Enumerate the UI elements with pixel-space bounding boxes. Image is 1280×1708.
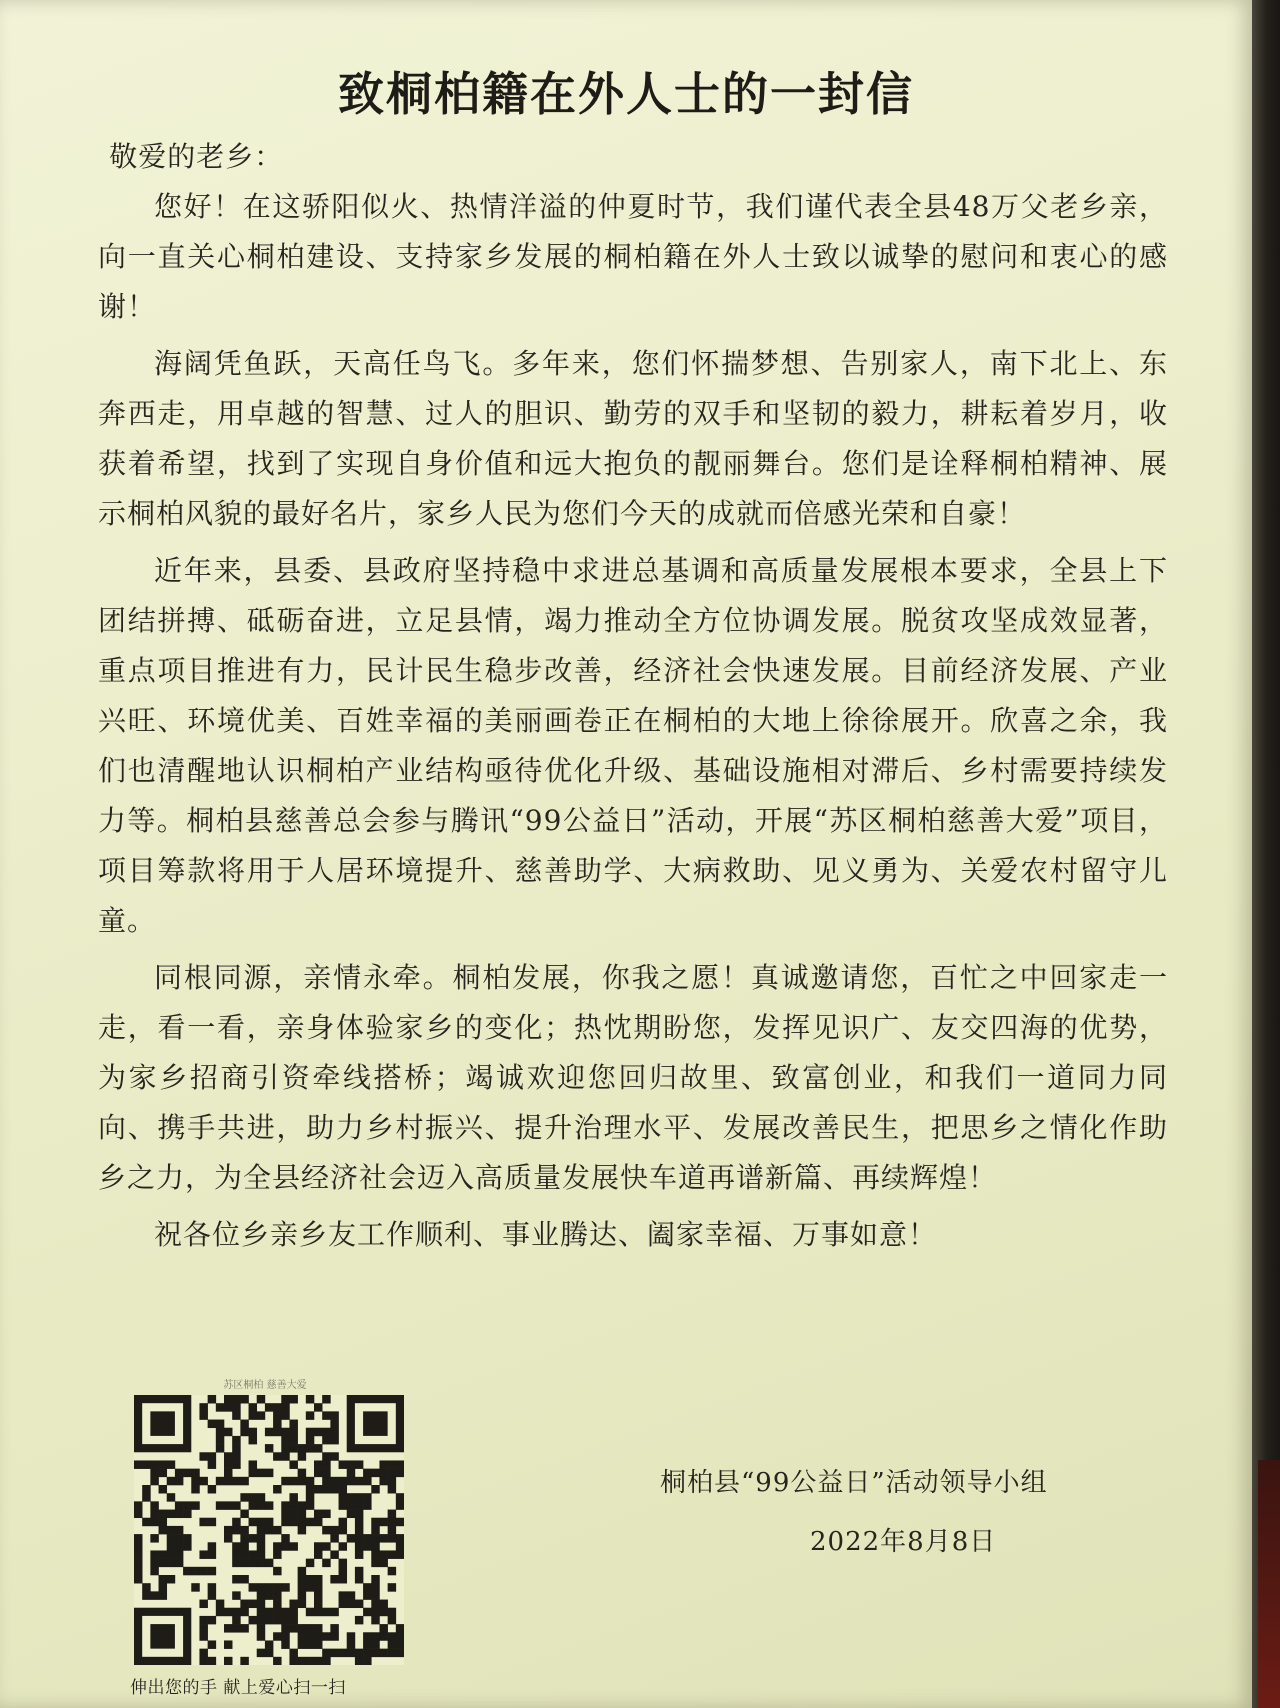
signature-block xyxy=(660,1462,1140,1558)
letter-paragraph-1: 您好！在这骄阳似火、热情洋溢的仲夏时节，我们谨代表全县48万父老乡亲，向一直关心桐柏建设、支持家乡发展的桐柏籍在外人士致以诚挚的慰问和衷心的感谢！ xyxy=(98,190,1168,323)
table-edge-red xyxy=(1258,1460,1280,1708)
signature-org: 桐柏县“99公益日”活动领导小组 xyxy=(660,1468,1048,1498)
letter-title: 致桐柏籍在外人士的一封信 xyxy=(338,67,914,121)
letter-body xyxy=(98,132,1168,1267)
letter-paragraph-2: 海阔凭鱼跃，天高任鸟飞。多年来，您们怀揣梦想、告别家人，南下北上、东奔西走，用卓越的智慧、过人的胆识、勤劳的双手和坚韧的毅力，耕耘着岁月，收获着希望，找到了实现自身价值和远大抱负的靓丽舞台。您们是诠释桐柏精神、展示桐柏风貌的最好名片，家乡人民为您们今天的成就而倍感光荣和自豪！ xyxy=(98,347,1168,530)
signature-date: 2022年8月8日 xyxy=(810,1527,997,1557)
qr-caption: 伸出您的手 献上爱心扫一扫 xyxy=(130,1678,346,1698)
qr-block xyxy=(120,1376,420,1698)
letter-closing: 祝各位乡亲乡友工作顺利、事业腾达、阖家幸福、万事如意！ xyxy=(154,1218,938,1251)
qr-caption-top: 苏区桐柏 慈善大爱 xyxy=(223,1380,307,1391)
qr-code-icon[interactable] xyxy=(134,1395,404,1665)
letter-salutation: 敬爱的老乡： xyxy=(109,140,284,173)
letter-paragraph-3: 近年来，县委、县政府坚持稳中求进总基调和高质量发展根本要求，全县上下团结拼搏、砥砺奋进，立足县情，竭力推动全方位协调发展。脱贫攻坚成效显著，重点项目推进有力，民计民生稳步改善，经济社会快速发展。目前经济发展、产业兴旺、环境优美、百姓幸福的美丽画卷正在桐柏的大地上徐徐展开。欣喜之余，我们也清醒地认识桐柏产业结构亟待优化升级、基础设施相对滞后、乡村需要持续发力等。桐柏县慈善总会参与腾讯“99公益日”活动，开展“苏区桐柏慈善大爱”项目，项目筹款将用于人居环境提升、慈善助学、大病救助、见义勇为、关爱农村留守儿童。 xyxy=(98,554,1168,937)
letter-paragraph-4: 同根同源，亲情永牵。桐柏发展，你我之愿！真诚邀请您，百忙之中回家走一走，看一看，亲身体验家乡的变化；热忱期盼您，发挥见识广、友交四海的优势，为家乡招商引资牵线搭桥；竭诚欢迎您回归故里、致富创业，和我们一道同力同向、携手共进，助力乡村振兴、提升治理水平、发展改善民生，把思乡之情化作助乡之力，为全县经济社会迈入高质量发展快车道再谱新篇、再续辉煌！ xyxy=(98,961,1168,1194)
